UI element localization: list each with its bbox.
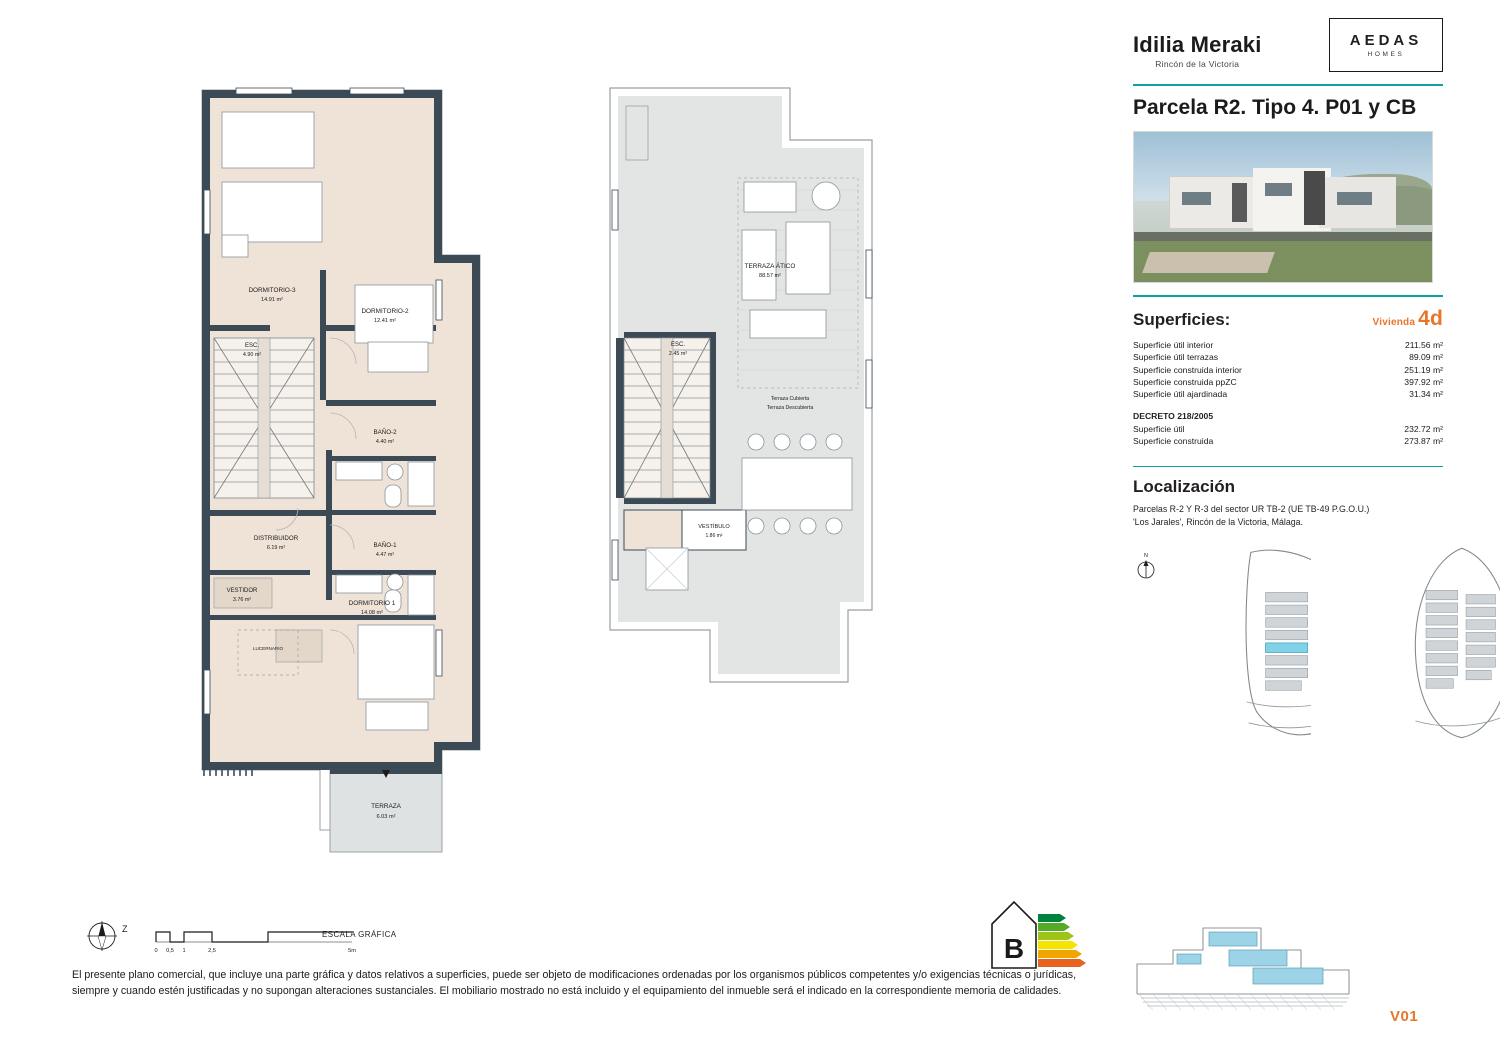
dwelling-type — [1373, 307, 1443, 331]
divider — [1133, 466, 1443, 468]
decreto-label: Superficie construida — [1133, 436, 1214, 447]
decreto-value: 232.72 m² — [1404, 423, 1443, 434]
room-area: 12.41 m² — [373, 318, 397, 324]
north-label: N — [1144, 553, 1148, 560]
photo-fence — [1134, 232, 1432, 241]
highlighted-plot — [1266, 643, 1308, 652]
surface-row — [1133, 351, 1443, 363]
legal-disclaimer: El presente plano comercial, que incluye una parte gráfica y datos relativos a superficies, puede ser objeto de modificaciones ordenadas por los organismos públicos competentes y/o exigencias técnicas o jurídicas, siempre y cuando estén justificadas y no supongan alteraciones sustanciales. El mobiliario mostrado no está incluido y el equipamiento del inmueble será el indicado en la correspondiente memoria de calidades. — [72, 969, 1077, 997]
room-label: DORMITORIO-3 — [248, 287, 296, 294]
surface-value: 89.09 m² — [1409, 352, 1443, 363]
brand-header — [1133, 18, 1443, 72]
surface-label: Superficie útil interior — [1133, 339, 1214, 350]
room-label: TERRAZA — [371, 803, 401, 810]
room-area: 1.86 m² — [705, 533, 723, 539]
surface-row — [1133, 376, 1443, 388]
room-area: 4.40 m² — [375, 439, 395, 445]
version-code: V01 — [1390, 1008, 1419, 1025]
room-area: 6.19 m² — [266, 545, 286, 551]
photo-window — [1337, 192, 1373, 206]
room-area: 2.45 m² — [668, 351, 688, 357]
dwelling-code: 4d — [1418, 306, 1443, 330]
surface-label: Superficie útil ajardinada — [1133, 389, 1228, 400]
photo-window — [1265, 183, 1292, 197]
legend-covered: Terraza Cubierta — [770, 396, 810, 402]
page-title: Parcela R2. Tipo 4. P01 y CB — [1133, 96, 1417, 119]
room-area: 4.47 m² — [375, 552, 395, 558]
building-photo — [1133, 131, 1433, 283]
surface-row — [1133, 364, 1443, 376]
location-text — [1133, 503, 1443, 528]
surface-value: 211.56 m² — [1404, 339, 1443, 350]
photo-window — [1182, 192, 1212, 206]
scale-title: ESCALA GRÁFICA — [322, 930, 397, 939]
floor-plan-level-01 — [180, 70, 530, 860]
location-maps — [1133, 544, 1443, 744]
building-section-diagram — [1133, 898, 1353, 1018]
scale-tick: 0,5 — [166, 948, 174, 954]
scale-tick: 0 — [154, 948, 158, 954]
surfaces-list — [1133, 339, 1443, 401]
developer-name: AEDAS — [1349, 32, 1423, 49]
location-line-2: 'Los Jarales', Rincón de la Victoria, Málaga. — [1133, 516, 1303, 527]
divider — [1133, 295, 1443, 297]
decreto-value: 273.87 m² — [1404, 436, 1443, 447]
surface-row — [1133, 339, 1443, 351]
scale-tick: 2,5 — [208, 948, 216, 954]
info-panel — [1133, 18, 1443, 1038]
room-area: 3.76 m² — [232, 597, 252, 603]
photo-facade-dark-2 — [1232, 183, 1247, 222]
surface-value: 251.19 m² — [1404, 364, 1443, 375]
divider — [1133, 84, 1443, 86]
surfaces-title: Superficies: — [1133, 309, 1231, 329]
site-map-right — [1311, 544, 1500, 744]
room-label: DORMITORIO 1 — [348, 600, 396, 607]
photo-terrace-deck — [1142, 252, 1275, 273]
room-label: DISTRIBUIDOR — [253, 535, 299, 542]
legend-uncovered: Terraza Descubierta — [766, 405, 814, 411]
location-line-1: Parcelas R-2 Y R-3 del sector UR TB-2 (UE TB-49 P.G.O.U.) — [1133, 504, 1370, 515]
dwelling-label: Vivienda — [1372, 316, 1416, 328]
project-name: Idilia Meraki — [1133, 32, 1262, 57]
room-label: TERRAZA ÁTICO — [744, 263, 796, 270]
room-label: LUCERNARIO — [252, 646, 284, 651]
decreto-row — [1133, 435, 1443, 447]
room-label: VESTÍBULO — [698, 524, 730, 530]
surfaces-header — [1133, 307, 1443, 331]
decreto-list — [1133, 423, 1443, 448]
room-label: DORMITORIO-2 — [361, 308, 409, 315]
room-area: 14.91 m² — [260, 297, 284, 303]
surface-label: Superficie construida interior — [1133, 364, 1242, 375]
developer-sub: HOMES — [1367, 51, 1405, 58]
room-label: BAÑO-2 — [373, 429, 397, 436]
north-arrow-icon — [1135, 550, 1157, 584]
room-area: 88.57 m² — [758, 273, 782, 279]
location-title: Localización — [1133, 477, 1236, 497]
surface-value: 397.92 m² — [1404, 376, 1443, 387]
scale-tick: 5m — [348, 948, 356, 954]
room-label: ESC. — [670, 342, 686, 348]
surface-row — [1133, 388, 1443, 400]
decreto-row — [1133, 423, 1443, 435]
scale-tick: 1 — [182, 948, 186, 954]
photo-facade-dark — [1304, 171, 1325, 225]
room-label: VESTIDOR — [226, 588, 258, 594]
surface-label: Superficie útil terrazas — [1133, 352, 1219, 363]
energy-rating-letter: B — [1003, 933, 1025, 964]
decreto-title: DECRETO 218/2005 — [1133, 410, 1214, 421]
project-brand — [1133, 18, 1262, 69]
room-label: BAÑO-1 — [373, 542, 397, 549]
north-letter: Z — [122, 924, 128, 934]
floor-plan-attic — [590, 70, 940, 770]
room-label: ESC. — [244, 343, 260, 349]
room-area: 4.90 m² — [242, 352, 262, 358]
surface-label: Superficie construida ppZC — [1133, 376, 1237, 387]
project-location: Rincón de la Victoria — [1155, 59, 1240, 69]
energy-rating-label — [988, 896, 1088, 972]
room-area: 14.08 m² — [360, 610, 384, 616]
surface-value: 31.34 m² — [1409, 389, 1443, 400]
developer-logo — [1329, 18, 1443, 72]
decreto-label: Superficie útil — [1133, 423, 1185, 434]
room-area: 6.03 m² — [376, 814, 396, 820]
